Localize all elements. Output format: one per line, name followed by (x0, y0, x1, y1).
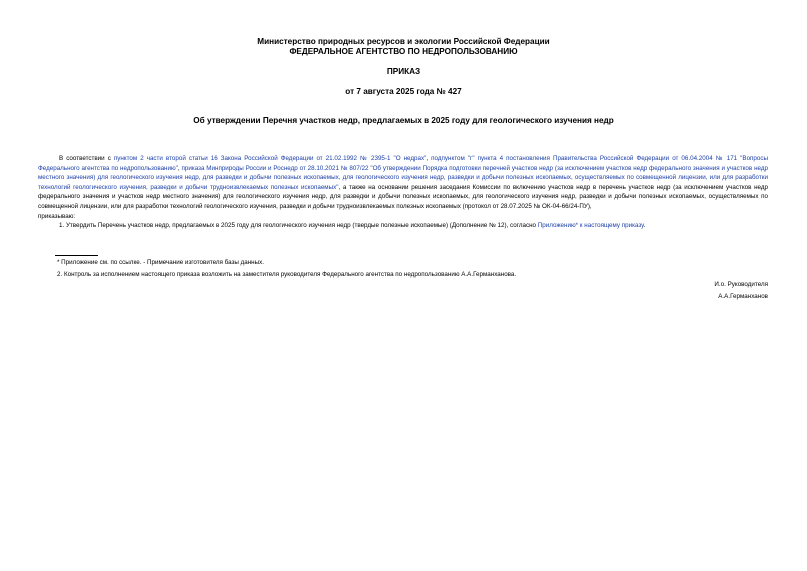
item-1-text: 1. Утвердить Перечень участков недр, предлагаемых в 2025 году для геологического изучения недр (твердые полезные ископаемые) (Дополнение № 12), согласно (59, 222, 538, 230)
preamble-text-4: , а также на основании решения заседания Комиссии по включению участков недр в перечень участков недр (за исключением участков недр федерального значения и участков недр местного значения) для геологического изучения недр, для разведки и добычи полезных ископаемых, для геологического изучения недр, разведки и добычи полезных ископаемых, осуществляемых по совмещенной лицензии, или для разработки технологий геологического изучения, разведки и добычи трудноизвлекаемых полезных ископаемых (протокол от 28.07.2025 № ОК-04-66/24-ПУ), (38, 183, 768, 210)
appendix-link[interactable]: Приложению* к настоящему приказу (537, 222, 644, 230)
ministry-name: Министерство природных ресурсов и экологии Российской Федерации (257, 37, 550, 46)
footnote: * Приложение см. по ссылке. - Примечание изготовителя базы данных. (57, 259, 264, 266)
law-link[interactable]: пунктом 2 части второй статьи 16 Закона Российской Федерации от 21.02.1992 № 2395-1 "О недрах" (113, 155, 427, 162)
item-1-end: . (643, 222, 646, 230)
footnote-separator (55, 255, 98, 256)
signature-position: И.о. Руководителя (714, 281, 768, 288)
document-title: Об утверждении Перечня участков недр, предлагаемых в 2025 году для геологического изучения недр (193, 116, 614, 125)
order-word: приказываю: (38, 212, 76, 220)
preamble-text-1: В соответствии с (59, 155, 114, 162)
document-date: от 7 августа 2025 года № 427 (345, 87, 462, 96)
preamble-paragraph (38, 154, 768, 231)
signature-name: А.А.Германханов (718, 293, 768, 300)
item-2: 2. Контроль за исполнением настоящего приказа возложить на заместителя руководителя Федерального агентства по недропользованию А.А.Германханова. (57, 271, 517, 278)
preamble-text-2: , (426, 155, 432, 162)
item-1 (38, 221, 768, 231)
agency-name: ФЕДЕРАЛЬНОЕ АГЕНТСТВО ПО НЕДРОПОЛЬЗОВАНИЮ (289, 47, 518, 56)
ministry-order-link[interactable]: приказа Минприроды России и Роснедр от 28.10.2021 № 807/22 "Об утверждении Порядка подготовки перечней участков недр (за исключением участков недр федерального значения и участков недр местного значения) для геологического изучения недр, для разведки и добычи полезных ископаемых, для геологического изучения недр, разведки и добычи полезных ископаемых, осуществляемых по совмещенной лицензии, или для разработки технологий геологического изучения, разведки и добычи трудноизвлекаемых полезных ископаемых" (38, 164, 768, 191)
government-decree-link[interactable]: подпунктом "г" пункта 4 постановления Правительства Российской Федерации от 06.04.2004 № 171 "Вопросы Федерального агентства по недропользованию" (38, 155, 768, 172)
document-type: ПРИКАЗ (386, 67, 421, 76)
preamble-text-3: , (177, 164, 182, 172)
